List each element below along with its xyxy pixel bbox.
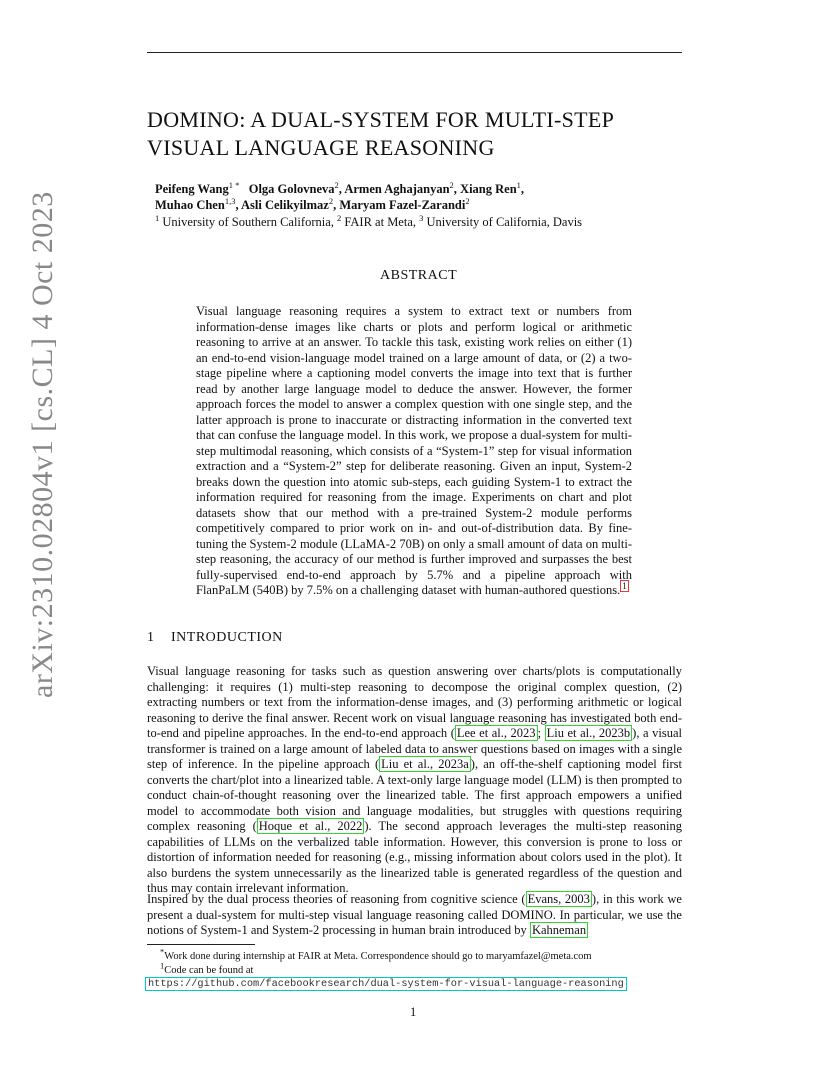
citation-link[interactable]: Hoque et al., 2022 [258, 819, 363, 833]
footnote-rule [147, 944, 255, 945]
affil-mark: 1 [155, 212, 160, 223]
affil-mark: 3 [419, 212, 424, 223]
affil-text: FAIR at Meta, [341, 215, 420, 229]
author-name: Asli Celikyilmaz [241, 198, 329, 212]
citation-link[interactable]: Liu et al., 2023b [546, 726, 631, 740]
footnote-2 [160, 960, 254, 977]
author-name: Armen Aghajanyan [344, 182, 450, 196]
section-heading [147, 630, 283, 646]
paragraph-text: ), in this work we present a dual-system for multi-step visual language reasoning called DOMINO. In particular, we use the notions of System-1 and System-2 processing in human brain introduced by [147, 892, 682, 937]
author-list: Peifeng Wang$^{1 *}$ Olga Golovneva$^2$, Armen Aghajanyan$^2$, Xiang Ren$^1$, Muhao Chen$^{1,3}$, Asli Celikyilmaz$^2$, Maryam Fazel-Zarandi$^2$ [155, 179, 525, 212]
arxiv-identifier: arXiv:2310.02804v1 [cs.CL] 4 Oct 2023 [26, 191, 59, 698]
paragraph-text: Visual language reasoning for tasks such as question answering over charts/plots is computationally challenging: it requires (1) multi-step reasoning to decompose the original complex question, (2) extracting numbers or text from the information-dense images, and (3) performing arithmetic or logical reasoning to derive the final answer. Recent work on visual language reasoning has investigated both end-to-end and pipeline approaches. In the end-to-end approach ( [147, 664, 682, 740]
footnote-text: Code can be found at [164, 965, 254, 976]
paragraph-text: ). The second approach leverages the multi-step reasoning capabilities of LLMs on the verbalized table information. However, this conversion is prone to loss or distortion of information needed for reasoning (e.g., missing information about colors used in the plot). It also burdens the system unnecessarily as the linearized table is generated regardless of the question and thus may contain irrelevant information. [147, 819, 683, 895]
footnote-mark: 1 [160, 960, 165, 971]
paragraph-text: ), a visual transformer is trained on a large amount of labeled data to answer questions based on images with a single step of inference. In the pipeline approach ( [147, 726, 682, 771]
code-url-link[interactable]: https://github.com/facebookresearch/dual-system-for-visual-language-reasoning [145, 977, 627, 991]
citation-link[interactable]: Lee et al., 2023 [456, 726, 536, 740]
citation-link[interactable]: Evans, 2003 [527, 892, 590, 906]
page-number: 1 [410, 1005, 417, 1019]
author-name: Xiang Ren [460, 182, 517, 196]
footnote-1 [160, 946, 592, 963]
author-affil-mark: 1 [516, 179, 521, 190]
paper-title [147, 106, 707, 162]
abstract-heading: ABSTRACT [380, 268, 458, 283]
affil-mark: 2 [337, 212, 342, 223]
author-affil-mark: 2 [449, 179, 454, 190]
author-name: Muhao Chen [155, 198, 225, 212]
paragraph-text: ), an off-the-shelf captioning model first converts the chart/plot into a linearized table. A text-only large language model (LLM) is then prompted to conduct chain-of-thought reasoning over the linearized table. The first approach empowers a unified model to accommodate both vision and language modalities, but struggles with questions requiring complex reasoning ( [147, 757, 682, 833]
title-line-2: VISUAL LANGUAGE REASONING [147, 135, 495, 160]
abstract-text: Visual language reasoning requires a system to extract text or numbers from information-dense images like charts or plots and perform logical or arithmetic reasoning to arrive at an answer. To tackle this task, existing work relies on either (1) an end-to-end vision-language model trained on a large amount of data, or (2) a two-stage pipeline where a captioning model converts the image into text that is further read by another large language model to deduce the answer. However, the former approach forces the model to answer a complex question with one single step, and the latter approach is prone to inaccurate or distracting information in the converted text that can confuse the language model. In this work, we propose a dual-system for multi-step multimodal reasoning, which consists of a “System-1” step for visual information extraction and a “System-2” step for deliberate reasoning. Given an input, System-2 breaks down the question into atomic sub-steps, each guiding System-1 to extract the information required for reasoning from the image. Experiments on chart and plot datasets show that our method with a pre-trained System-2 module performs competitively compared to prior work on in- and out-of-distribution data. By fine-tuning the System-2 module (LLaMA-2 70B) on only a small amount of data on multi-step reasoning, the accuracy of our method is further improved and surpasses the best fully-supervised end-to-end approach by 5.7% and a pipeline approach with FlanPaLM (540B) by 7.5% on a challenging dataset with human-authored questions. [196, 304, 632, 597]
paragraph-text: Inspired by the dual process theories of reasoning from cognitive science ( [147, 892, 526, 906]
author-affil-mark: 2 [334, 179, 339, 190]
intro-paragraph-1 [147, 664, 682, 897]
footnote-link[interactable]: 1 [622, 580, 627, 591]
top-rule [147, 52, 682, 53]
affil-text: University of California, Davis [423, 215, 583, 229]
footnote-mark: * [160, 946, 165, 957]
citation-link[interactable]: Kahneman [531, 923, 587, 937]
author-affil-mark: 2 [328, 195, 334, 206]
author-name: Peifeng Wang [155, 182, 229, 196]
section-title: INTRODUCTION [171, 630, 283, 645]
intro-paragraph-2 [147, 892, 682, 939]
title-line-1: DOMINO: A DUAL-SYSTEM FOR MULTI-STEP [147, 107, 615, 132]
abstract-body [196, 304, 632, 599]
author-affil-mark: 1,3 [224, 195, 236, 206]
affil-text: University of Southern California, [159, 215, 337, 229]
citation-link[interactable]: Liu et al., 2023a [381, 757, 469, 771]
author-affil-mark: 2 [465, 195, 470, 206]
author-affil-mark: 1 * [228, 179, 240, 190]
author-name: Olga Golovneva [248, 182, 335, 196]
affiliations [155, 212, 675, 230]
author-name: Maryam Fazel-Zarandi [339, 198, 466, 212]
section-number: 1 [147, 630, 155, 645]
paragraph-text: ; [537, 726, 545, 740]
footnote-text: Work done during internship at FAIR at Meta. Correspondence should go to maryamfazel@meta.com [164, 951, 592, 962]
